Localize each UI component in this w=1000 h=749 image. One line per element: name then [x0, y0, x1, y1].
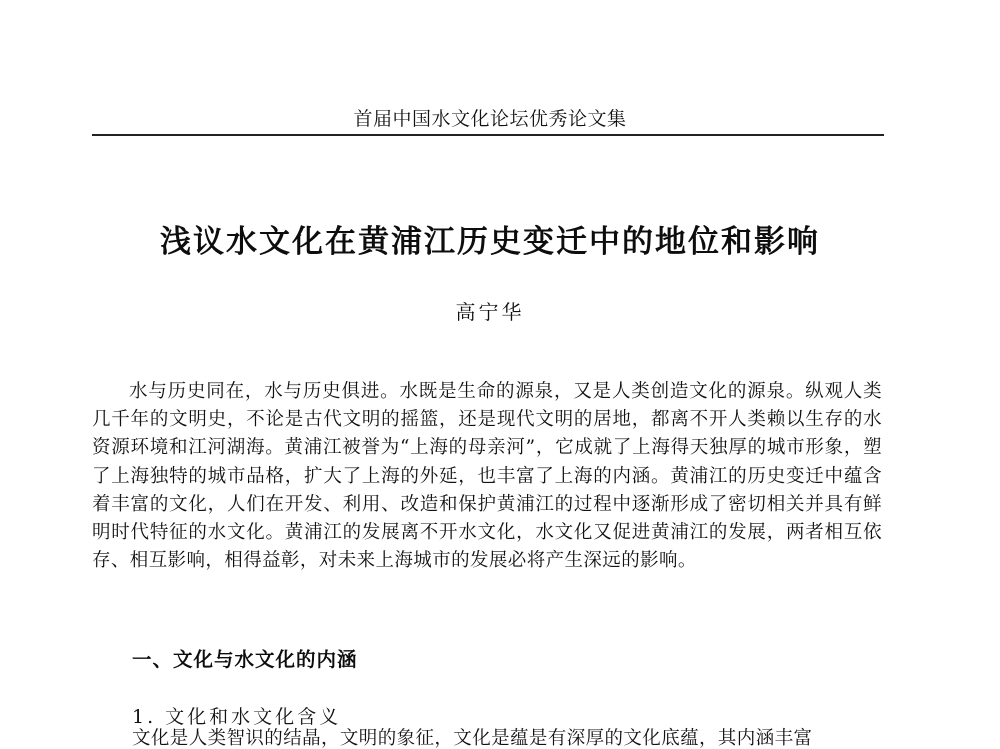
subsection-heading: 1. 文化和水文化含义 — [132, 706, 342, 728]
author-name: 高宁华 — [455, 300, 525, 324]
abstract-paragraph: 水与历史同在，水与历史俱进。水既是生命的源泉，又是人类创造文化的源泉。纵观人类几千年的文明史，不论是古代文明的摇篮，还是现代文明的居地，都离不开人类赖以生存的水资源环境和江河湖海。黄浦江被誉为“上海的母亲河”，它成就了上海得天独厚的城市形象，塑了上海独特的城市品格，扩大了上海的外延，也丰富了上海的内涵。黄浦江的历史变迁中蕴含着丰富的文化，人们在开发、利用、改造和保护黄浦江的过程中逐渐形成了密切相关并具有鲜明时代特征的水文化。黄浦江的发展离不开水文化，水文化又促进黄浦江的发展，两者相互依存、相互影响，相得益彰，对未来上海城市的发展必将产生深远的影响。 — [92, 381, 882, 572]
section-heading: 一、文化与水文化的内涵 — [132, 648, 358, 671]
cutoff-text: 文化是人类智识的结晶，文明的象征，文化是蕴是有深厚的文化底蕴，其内涵丰富 — [132, 728, 813, 749]
cutoff-text-line — [132, 728, 882, 749]
running-header: 首届中国水文化论坛优秀论文集 — [353, 108, 627, 130]
header-rule — [92, 134, 884, 136]
article-title: 浅议水文化在黄浦江历史变迁中的地位和影响 — [160, 224, 820, 260]
